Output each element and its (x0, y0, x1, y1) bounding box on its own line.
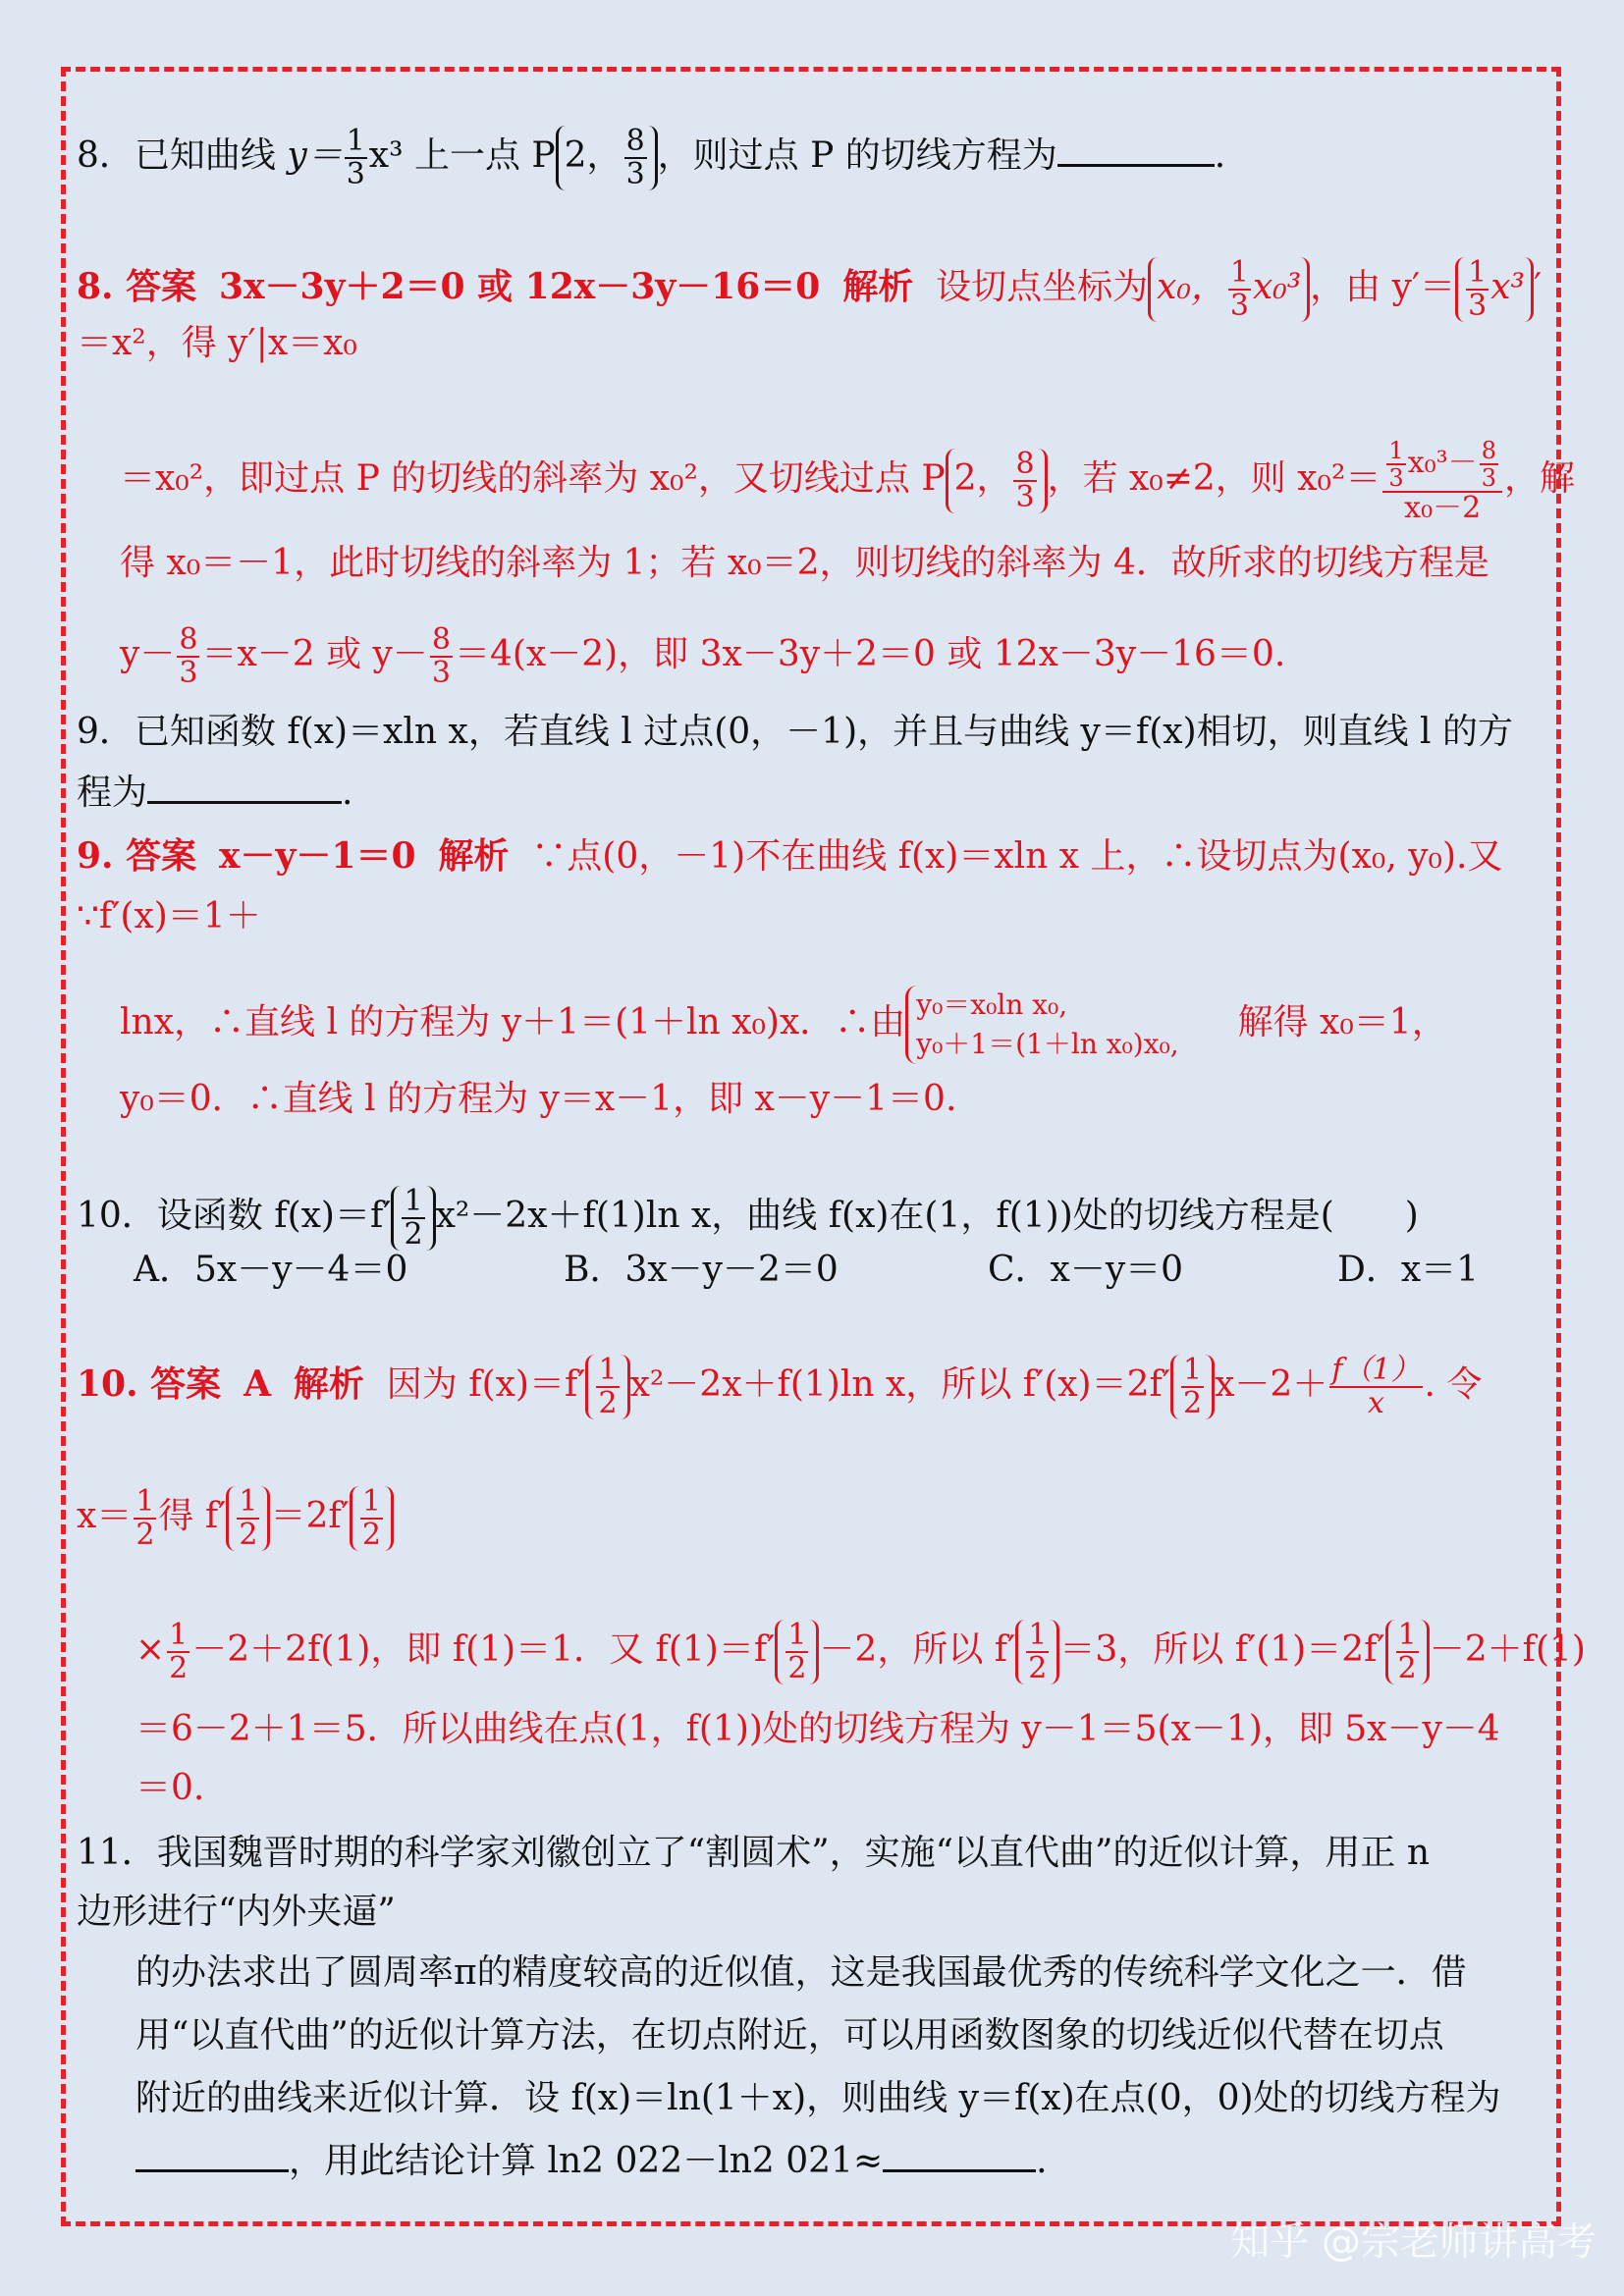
q10-answer-line4: ＝6－2＋1＝5．所以曲线在点(1，f(1))处的切线方程为 y－1＝5(x－1)，即 5x－y－4 (135, 1709, 1500, 1749)
q11-line4: 用“以直代曲”的近似计算方法，在切点附近，可以用函数图象的切线近似代替在切点 (135, 2015, 1444, 2056)
q9-answer-line1: 9. 答案 x－y－1＝0 解析 ∵点(0，－1)不在曲线 f(x)＝xln x 上，∴设切点为(x₀, y₀).又 (77, 835, 1503, 877)
zhihu-watermark: 知乎 @宗老师讲高考 (1230, 2219, 1597, 2265)
q8-answer-line2: ＝x²，得 y′|x＝x₀ (77, 323, 357, 363)
q8-answer-line1: 8. 答案 3x－3y＋2＝0 或 12x－3y－16＝0 解析 设切点坐标为 x₀， $\frac{1}{3}$ x₀³ ，由 y′＝ $\frac{1}{3}$ x³ ′ (77, 255, 1543, 323)
q10-option-a[interactable]: A．5x－y－4＝0 (134, 1250, 408, 1290)
q10-option-c[interactable]: C．x－y＝0 (988, 1250, 1184, 1290)
q9-stem: 9．已知函数 f(x)＝xln x，若直线 l 过点(0，－1)，并且与曲线 y＝f(x)相切，则直线 l 的方 (77, 712, 1514, 752)
q9-answer-line4: y₀＝0．∴直线 l 的方程为 y＝x－1，即 x－y－1＝0. (120, 1079, 957, 1119)
q10-stem: 10．设函数 f(x)＝f′ $\frac{1}{2}$ x²－2x＋f(1)ln x，曲线 f(x)在(1，f(1))处的切线方程是( ) (77, 1184, 1419, 1252)
q10-answer-line1: 10. 答案 A 解析 因为 f(x)＝f′ $\frac{1}{2}$ x²－2x＋f(1)ln x，所以 f′(x)＝2f′ $\frac{1}{2}$ x－2＋ $\frac{f(1)}{x}$ . 令 (77, 1353, 1483, 1420)
q8-stem: 8．已知曲线 y＝ $\frac{1}{3}$ x³ 上一点 P 2， $\frac{8}{3}$ ，则过点 P 的切线方程为 . (77, 124, 1226, 191)
q8-answer-line5: y－ $\frac{8}{3}$ ＝x－2 或 y－ $\frac{8}{3}$ ＝4(x－2)，即 3x－3y＋2＝0 或 12x－3y－16＝0. (120, 622, 1286, 690)
q11-line5: 附近的曲线来近似计算．设 f(x)＝ln(1＋x)，则曲线 y＝f(x)在点(0，0)处的切线方程为 (135, 2078, 1501, 2118)
q11-line1: 11．我国魏晋时期的科学家刘徽创立了“割圆术”，实施“以直代曲”的近似计算，用正 n (77, 1833, 1431, 1873)
q11-line2: 边形进行“内外夹逼” (77, 1892, 396, 1932)
q10-answer-line2: x＝ $\frac{1}{2}$ 得 f′ $\frac{1}{2}$ ＝2f′ $\frac{1}{2}$ (77, 1486, 394, 1551)
q10-option-d[interactable]: D．x＝1 (1337, 1250, 1480, 1290)
q9-answer-line2: ∵f′(x)＝1＋ (77, 896, 261, 936)
q9-stem-2: 程为 . (77, 773, 353, 813)
q11-line6: ，用此结论计算 ln2 022－ln2 021≈ . (135, 2140, 1048, 2183)
q8-answer-line4: 得 x₀＝－1，此时切线的斜率为 1；若 x₀＝2，则切线的斜率为 4．故所求的切线方程是 (120, 543, 1489, 583)
q8-answer-line3: ＝x₀²，即过点 P 的切线的斜率为 x₀²，又切线过点 P 2， $\frac{8}{3}$ ，若 x₀≠2，则 x₀²＝ $\frac{1}{3}$ x₀³－ $\frac{8}{3}$ x₀－2 ，解 (120, 437, 1575, 525)
q11-line3: 的办法求出了圆周率π的精度较高的近似值，这是我国最优秀的传统科学文化之一．借 (135, 1952, 1467, 1993)
q10-option-b[interactable]: B．3x－y－2＝0 (564, 1250, 839, 1290)
q10-answer-line5: ＝0. (135, 1768, 205, 1808)
q10-answer-line3: × $\frac{1}{2}$ －2＋2f(1)，即 f(1)＝1．又 f(1)＝f′ $\frac{1}{2}$ －2，所以 f′ $\frac{1}{2}$ ＝3，所以 f′(1)＝2f′ $\frac{1}{2}$ －2＋f(1) (135, 1618, 1586, 1685)
q9-answer-line3: lnx，∴直线 l 的方程为 y＋1＝(1＋ln x₀)x．∴由 y₀＝x₀ln x₀, y₀＋1＝(1＋ln x₀)x₀, 解得 x₀＝1， (120, 986, 1447, 1064)
